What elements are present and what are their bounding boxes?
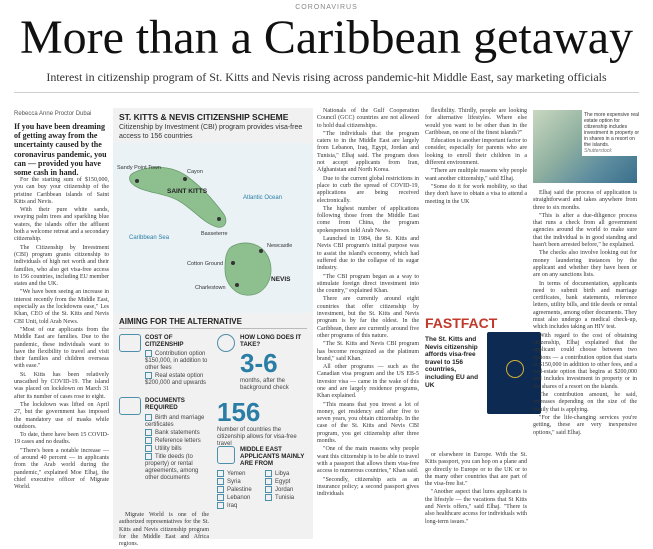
paragraph: The lockdown was lifted on April 27, but the government has imposed the mandatory use of masks while outdoors.	[14, 401, 109, 430]
countries-text: Number of countries the citizenship allows for visa-free travel	[217, 427, 297, 447]
cost-item: Contribution option $150,000, in addition to other fees	[145, 351, 208, 372]
checkbox-icon	[145, 453, 152, 460]
paragraph: The contribution amount, he said, increases depending on the size of the family that is applying.	[533, 392, 637, 413]
fastfact-title: FASTFACT	[425, 315, 498, 331]
paragraph: "Another aspect that lures applicants is the lifestyle — the vacations that St Kitts and Nevis offers," said Elhaj. "There is also healthcare access for individuals with long-term issues."	[425, 489, 527, 525]
country-item: Libya	[265, 470, 310, 478]
checkbox-icon	[265, 478, 272, 485]
money-icon	[119, 334, 141, 352]
mideast-list-right	[265, 470, 310, 502]
cost-label: COST OF CITIZENSHIP	[145, 334, 184, 348]
howlong-label: HOW LONG DOES IT TAKE?	[240, 334, 302, 348]
caption-text: The more expensive real estate option for citizenship includes investment in property or in shares in a resort on the islands.	[584, 112, 640, 148]
paragraph: "The St. Kitts and Nevis CBI program has become recognized as the platinum brand," said Khan.	[317, 341, 419, 362]
paragraph: Education is another important factor to consider, especially for parents who are looking to enroll their children in a different environment.	[425, 138, 527, 167]
country-item: Syria	[217, 478, 262, 486]
paragraph: "There are multiple reasons why people want another citizenship," said Elhaj.	[425, 168, 527, 182]
paragraph: The highest number of applications following those from the Middle East come from China, the program spokesperson told Arab News.	[317, 205, 419, 234]
info-box-title: ST. KITTS & NEVIS CITIZENSHIP SCHEME	[119, 112, 289, 122]
checkbox-icon	[145, 445, 152, 452]
document-item: Title deeds (to property) or rental agreements, among other documents	[145, 454, 199, 482]
mideast-list-left	[217, 470, 262, 510]
cost-item: Real estate option $200,000 and upwards	[145, 373, 207, 387]
country-item: Palestine	[217, 486, 262, 494]
document-item: Utility bills	[145, 445, 211, 453]
column-1	[14, 177, 109, 492]
headline: More than a Caribbean getaway	[19, 11, 634, 64]
map-label: Basseterre	[201, 231, 228, 237]
paragraph: Due to the current global restrictions in place to curb the spread of COVID-19, applications are being received electronically.	[317, 175, 419, 204]
column-4-continued	[425, 452, 527, 527]
photo-caption	[582, 110, 644, 156]
howlong-value: 3-6	[240, 348, 278, 378]
country-item: Jordan	[265, 486, 310, 494]
checkbox-icon	[145, 414, 152, 421]
documents-list	[145, 414, 211, 482]
paragraph: Migrate World is one of the authorized representatives for the St. Kitts and Nevis citizenship program for the Middle East and Africa regions.	[119, 512, 209, 548]
paragraph: For the starting sum of $150,000, you can buy your citizenship of the pristine Caribbean islands of Saint Kitts and Nevis.	[14, 177, 109, 205]
paragraph: "Some do it for work mobility, so that they don't have to obtain a visa to attend a meeting in the UK	[425, 183, 527, 205]
country-item: Yemen	[217, 470, 262, 478]
emblem-icon	[506, 360, 524, 378]
paragraph: Launched in 1984, the St. Kitts and Nevis CBI program's initial purpose was to assist the island's economy, which had suffered due to the collapse of its sugar industry.	[317, 236, 419, 272]
checkbox-icon	[217, 478, 224, 485]
paragraph: With their pure white sands, swaying palm trees and sparkling blue waters, the islands offer the affluent both a welcome retreat and a secondary citizenship.	[14, 207, 109, 243]
paragraph: "This is after a due-diligence process that runs a check from all government agencies around the world to make sure that the individual is in good standing and hasn't been arrested before," he explained.	[533, 212, 637, 249]
document-item: Birth and marriage certificates	[145, 415, 205, 429]
paragraph: In terms of documentation, applicants need to submit birth and marriage certificates, bank statements, reference letters, utility bills, and title deeds or rental agreements, among other documents. They must also undergo a medical check-up, which includes taking an HIV test.	[533, 280, 637, 331]
map-label: Cayon	[187, 169, 203, 175]
islands-map	[113, 143, 313, 313]
section-kicker: CORONAVIRUS	[295, 4, 358, 11]
lead-paragraph: If you have been dreaming of getting away from the uncertainty caused by the coronavirus pandemic, you can — provided you have some cash in hand.	[14, 122, 107, 178]
nevis-island	[225, 243, 271, 295]
divider	[14, 92, 639, 93]
checkbox-icon	[217, 486, 224, 493]
paragraph: The Citizenship by Investment (CBI) program grants citizenship to individuals of high net worth and their families, who also get visa-free access to 156 countries, including EU member states and the UK.	[14, 244, 109, 288]
paragraph: or elsewhere in Europe. With the St. Kitts passport, you can hop on a plane and go directly to Europe or to the UK or to the many other countries that are part of the visa-free list."	[425, 452, 527, 488]
box-foot-text	[119, 512, 209, 549]
checkbox-icon	[145, 429, 152, 436]
paragraph: Nationals of the Gulf Cooperation Council (GCC) countries are not allowed to hold dual citizenships.	[317, 108, 419, 129]
map-label: Caribbean Sea	[129, 235, 170, 241]
paragraph: St. Kitts has been relatively unscathed by COVID-19. The island was placed on lockdown on March 31 after its number of cases rose to eight.	[14, 371, 109, 400]
paragraph: Elhaj said the process of application is straightforward and takes anywhere from three to six months.	[533, 190, 637, 211]
document-item: Reference letters	[145, 437, 211, 445]
byline: Rebecca Anne Proctor Dubai	[14, 111, 92, 117]
paragraph: "The individuals that the program caters to in the Middle East are largely from Lebanon, Iraq, Egypt, Jordan and Tunisia," Elhaj said. The program does not accept applicants from Iran, Afghanistan and North Korea.	[317, 130, 419, 174]
document-item: Bank statements	[145, 429, 211, 437]
info-box-subtitle: Citizenship by Investment (CBI) program provides visa-free access to 156 countries	[119, 124, 303, 140]
aim-title: AIMING FOR THE ALTERNATIVE	[119, 317, 242, 326]
checkbox-icon	[265, 486, 272, 493]
paragraph: All other programs — such as the Canadian visa program and the US EB-5 investor visa — came in the wake of this one and are largely residence programs, Khan explained.	[317, 364, 419, 400]
paragraph: "Most of our applicants from the Middle East are families. Due to the pandemic, these individuals want to have the flexibility to travel and visit their families and children overseas with ease."	[14, 326, 109, 370]
paragraph: There are currently around eight countries that offer citizenship by investment, but the St. Kitts and Nevis program is by far the oldest. In the Caribbean, there are currently around five other programs of this nature.	[317, 296, 419, 339]
checkbox-icon	[265, 470, 272, 477]
paragraph: The checks also involve looking out for money laundering instances by the applicant and whether they have been or are on any sanctions lists.	[533, 250, 637, 279]
photo-credit: Shutterstock	[584, 148, 612, 154]
mideast-label: MIDDLE EAST APPLICANTS MAINLY ARE FROM	[240, 446, 305, 467]
checkbox-icon	[145, 350, 152, 357]
paragraph: To date, there have been 15 COVID-19 cases and no deaths.	[14, 432, 109, 446]
country-item: Egypt	[265, 478, 310, 486]
document-icon	[119, 397, 141, 415]
standfirst: Interest in citizenship program of St. Kitts and Nevis rising across pandemic-hit Middle East, say marketing officials	[46, 70, 607, 84]
column-5	[533, 190, 637, 438]
globe-icon	[217, 446, 235, 464]
country-item: Tunisia	[265, 494, 310, 502]
map-label: Charlestown	[195, 285, 226, 291]
map-label: Sandy Point Town	[117, 165, 161, 171]
paragraph: "This means that you invest a lot of money, get residency and after five to seven years, you obtain citizenship. In the case of the St. Kitts and Nevis CBI program, you get citizenship after three months.	[317, 401, 419, 445]
country-item: Iraq	[217, 502, 262, 510]
checkbox-icon	[145, 372, 152, 379]
map-label: NEVIS	[271, 276, 291, 283]
map-label: Newcastle	[267, 243, 293, 249]
checkbox-icon	[265, 494, 272, 501]
paragraph: With regard to the cost of obtaining citizenship, Elhaj explained that the applicant could choose between two options — a contribution option that starts at $150,000 in addition to other fees, and a real-estate option that begins at $200,000 and includes investment in property or in the shares of a resort on the islands.	[533, 332, 637, 390]
column-4	[425, 108, 527, 207]
paragraph: "There's been a notable increase — of around 40 percent — in applicants from the Arab world during the pandemic," explained Moe Elhaj, the chief executive officer of Migrate World.	[14, 447, 109, 491]
paragraph: "One of the main reasons why people want this citizenship is to be able to travel with a passport that allows them visa-free access to numerous countries," Khan said.	[317, 446, 419, 475]
paragraph: "Secondly, citizenship acts as an insurance policy; a second passport gives individuals	[317, 476, 419, 498]
map-label: SAINT KITTS	[167, 188, 208, 195]
fastfact-text: The St. Kitts and Nevis citizenship affords visa-free travel to 156 countries, including EU and UK	[425, 336, 479, 389]
checkbox-icon	[145, 437, 152, 444]
clock-icon	[217, 334, 235, 352]
column-3	[317, 108, 419, 499]
checkbox-icon	[217, 470, 224, 477]
paragraph: flexibility. Thirdly, people are looking for alternative lifestyles. Where else would you want to be other than in the Caribbean, on one of the finest islands?"	[425, 108, 527, 136]
map-label: Cotton Ground	[187, 261, 224, 267]
paragraph: "For the life-changing services you're getting, these are very inexpensive options," said Elhaj.	[533, 414, 637, 436]
checkbox-icon	[217, 494, 224, 501]
documents-label: DOCUMENTS REQUIRED	[145, 397, 185, 411]
country-item: Lebanon	[217, 494, 262, 502]
checkbox-icon	[217, 502, 224, 509]
paragraph: "The CBI program began as a way to stimulate foreign direct investment into the country," explained Khan.	[317, 273, 419, 295]
howlong-text: months, after the background check	[240, 378, 289, 391]
map-label: Atlantic Ocean	[243, 195, 283, 201]
paragraph: "We have been seeing an increase in interest recently from the Middle East, especially as the lockdowns ease," Les Khan, CEO of the St. Kitts and Nevis CBI Unit, told Arab News.	[14, 289, 109, 325]
countries-value: 156	[217, 397, 261, 427]
divider	[119, 328, 307, 329]
